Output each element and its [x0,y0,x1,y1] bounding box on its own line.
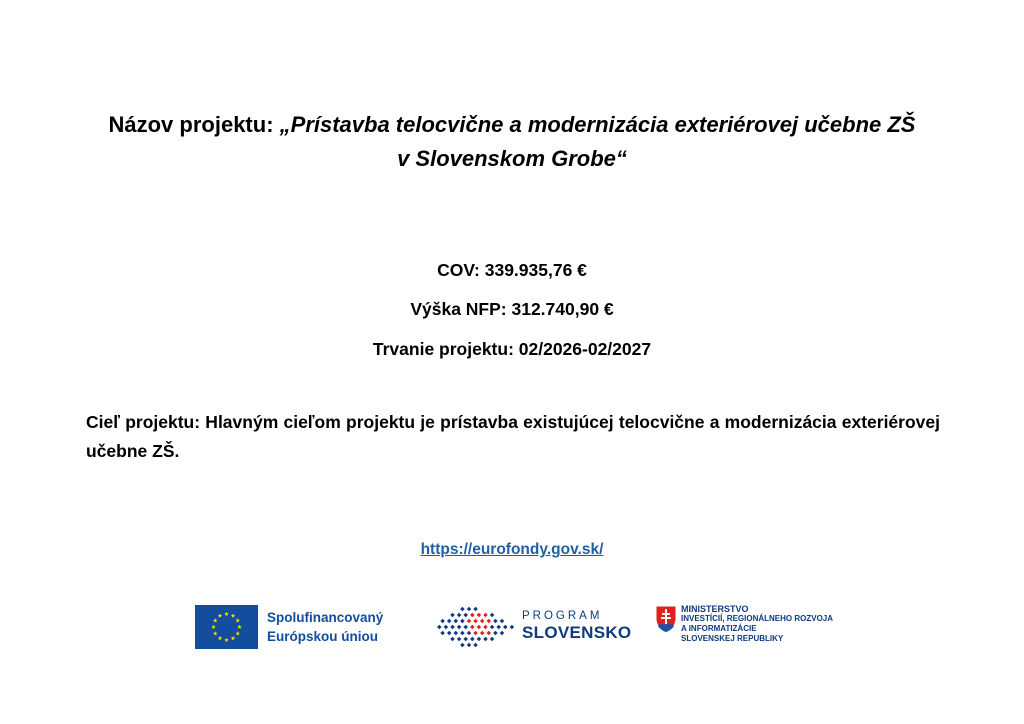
ministry-text [681,604,833,644]
program-logo-dot [454,631,459,636]
program-logo-dot [440,619,445,624]
program-logo-dot [503,625,508,630]
program-logo-dot [483,625,488,630]
program-logo-dot [500,631,505,636]
program-logo-dot [467,607,472,612]
program-logo-dot [460,619,465,624]
program-logo-dot [450,637,455,642]
eurofondy-link[interactable]: https://eurofondy.gov.sk/ [420,541,604,558]
eurofondy-link-wrapper [0,541,1024,559]
program-logo-dot [460,607,465,612]
program-logo-dot [496,625,501,630]
program-logo-dot [470,613,475,618]
program-logo-dot [470,637,475,642]
program-label: PROGRAM [522,610,603,622]
slovak-coat-of-arms-icon [655,605,677,633]
program-logo-dot [437,625,442,630]
program-logo-dot [487,631,492,636]
eu-text-line-2: Európskou úniou [267,629,378,644]
program-logo-dot [447,631,452,636]
program-logo-dot [467,631,472,636]
ministry-line-4: SLOVENSKEJ REPUBLIKY [681,634,784,643]
project-duration: Trvanie projektu: 02/2026-02/2027 [372,339,652,359]
title-line-1 [60,108,964,142]
program-logo-dot [473,619,478,624]
ministry-line-1: MINISTERSTVO [681,604,749,614]
program-logo-dot [460,631,465,636]
program-logo-dot [480,619,485,624]
program-logo-dot [463,637,468,642]
program-logo-dot [487,619,492,624]
program-logo-dot [473,631,478,636]
eu-text-line-1: Spolufinancovaný [267,610,384,625]
program-logo-dot [457,637,462,642]
program-logo-dot [510,625,515,630]
program-logo-dot [493,631,498,636]
program-slovensko-logo-icon [432,605,516,649]
program-logo-dot [473,607,478,612]
ministry-line-3: A INFORMATIZÁCIE [681,624,757,633]
program-slovensko-text [522,609,631,643]
program-logo-dot [440,631,445,636]
program-logo-dot [483,613,488,618]
eu-cofinancing-text [267,608,383,646]
project-goal: Cieľ projektu: Hlavným cieľom projektu je prístavba existujúcej telocvične a modernizácia exteriérovej učebne ZŠ. [86,412,940,461]
program-logo-dot [473,643,478,648]
program-logo-dot [500,619,505,624]
program-logo-dot [463,613,468,618]
ministry-line-2: INVESTÍCIÍ, REGIONÁLNEHO ROZVOJA [681,614,834,623]
program-logo-dot [477,637,482,642]
program-logo-dot [450,625,455,630]
title-name-part-2: v Slovenskom Grobe“ [397,146,627,171]
program-logo-dot [490,637,495,642]
program-logo-dot [477,625,482,630]
program-logo-dot [483,637,488,642]
eu-flag-icon [195,605,258,649]
program-logo-dot [480,631,485,636]
title-prefix: Názov projektu: [108,112,280,137]
nfp-amount: Výška NFP: 312.740,90 € [410,299,614,319]
eu-flag-background [195,605,258,649]
program-logo-dot [447,619,452,624]
program-logo-dot [467,619,472,624]
slovensko-label: SLOVENSKO [522,623,632,642]
program-logo-dot [457,613,462,618]
program-logo-dot [454,619,459,624]
program-logo-dot [477,613,482,618]
program-logo-dot [457,625,462,630]
program-logo-dot [444,625,449,630]
program-logo-dot [467,643,472,648]
project-title [60,108,964,176]
program-logo-dot [463,625,468,630]
program-logo-dot [490,613,495,618]
program-logo-dot [450,613,455,618]
program-logo-dot [493,619,498,624]
program-logo-dot [470,625,475,630]
title-name-part-1: „Prístavba telocvične a modernizácia exteriérovej učebne ZŠ [279,112,916,137]
program-logo-dot [490,625,495,630]
total-cost: COV: 339.935,76 € [437,260,587,280]
program-logo-dot [460,643,465,648]
